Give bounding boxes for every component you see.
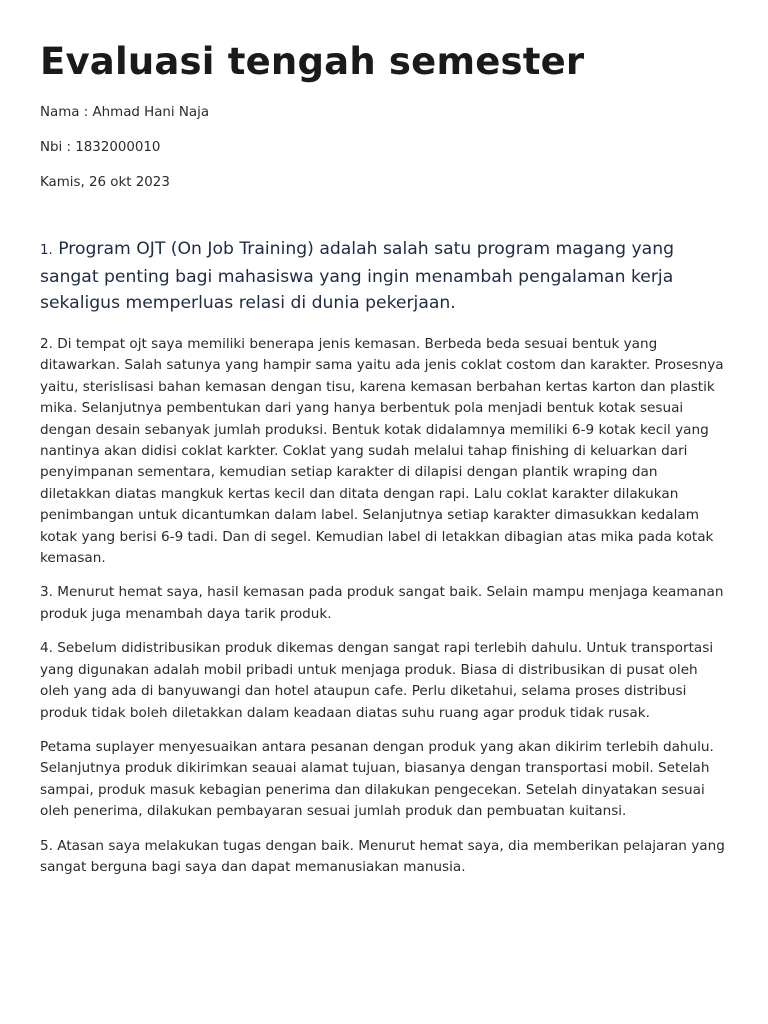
- student-name: Nama : Ahmad Hani Naja: [40, 105, 210, 120]
- student-nbi: Nbi : 1832000010: [40, 140, 161, 155]
- answer-4: 4. Sebelum didistribusikan produk dikemas dengan sangat rapi terlebih dahulu. Untuk transportasi yang digunakan adalah mobil pribadi untuk menjaga produk. Biasa di distribusikan di pusat oleh oleh yang ada di banyuwangi dan hotel ataupun cafe. Perlu diketahui, selama proses distribusi produk tidak boleh diletakkan dalam keadaan diatas suhu ruang agar produk tidak rusak.: [40, 640, 714, 721]
- answer-1-text: Program OJT (On Job Training) adalah salah satu program magang yang sangat penting bagi mahasiswa yang ingin menambah pengalaman kerja sekaligus memperluas relasi di dunia pekerjaan.: [40, 239, 675, 313]
- answer-2: 2. Di tempat ojt saya memiliki benerapa jenis kemasan. Berbeda beda sesuai bentuk yang ditawarkan. Salah satunya yang hampir sama yaitu ada jenis coklat costom dan karakter. Prosesnya yaitu, sterislisasi bahan kemasan dengan tisu, karena kemasan berbahan kertas karton dan plastik mika. Selanjutnya pembentukan dari yang hanya berbentuk pola menjadi bentuk kotak sesuai dengan desain sebanyak jumlah produksi. Bentuk kotak didalamnya memiliki 6-9 kotak kecil yang nantinya akan didisi coklat karkter. Coklat yang sudah melalui tahap finishing di keluarkan dari penyimpanan sementara, kemudian setiap karakter di dilapisi dengan plantik wraping dan diletakkan diatas mangkuk kertas kecil dan ditata dengan rapi. Lalu coklat karakter dilakukan penimbangan untuk dicantumkan dalam label. Selanjutnya setiap karakter dimasukkan kedalam kotak yang berisi 6-9 tadi. Dan di segel. Kemudian label di letakkan dibagian atas mika pada kotak kemasan.: [40, 336, 724, 567]
- answer-4-continued: Petama suplayer menyesuaikan antara pesanan dengan produk yang akan dikirim terlebih dahulu. Selanjutnya produk dikirimkan seauai alamat tujuan, biasanya dengan transportasi mobil. Setelah sampai, produk masuk kebagian penerima dan dilakukan pengecekan. Setelah dinyatakan sesuai oleh penerima, dilakukan pembayaran sesuai jumlah produk dan pembuatan kuitansi.: [40, 738, 714, 820]
- answer-5: 5. Atasan saya melakukan tugas dengan baik. Menurut hemat saya, dia memberikan pelajaran yang sangat berguna bagi saya dan dapat memanusiakan manusia.: [40, 837, 725, 875]
- document-date: Kamis, 26 okt 2023: [40, 175, 170, 190]
- document-title: Evaluasi tengah semester: [40, 40, 585, 83]
- answer-1-number: 1.: [40, 243, 53, 258]
- answer-3: 3. Menurut hemat saya, hasil kemasan pada produk sangat baik. Selain mampu menjaga keamanan produk juga menambah daya tarik produk.: [40, 584, 724, 622]
- answer-1: [40, 236, 728, 316]
